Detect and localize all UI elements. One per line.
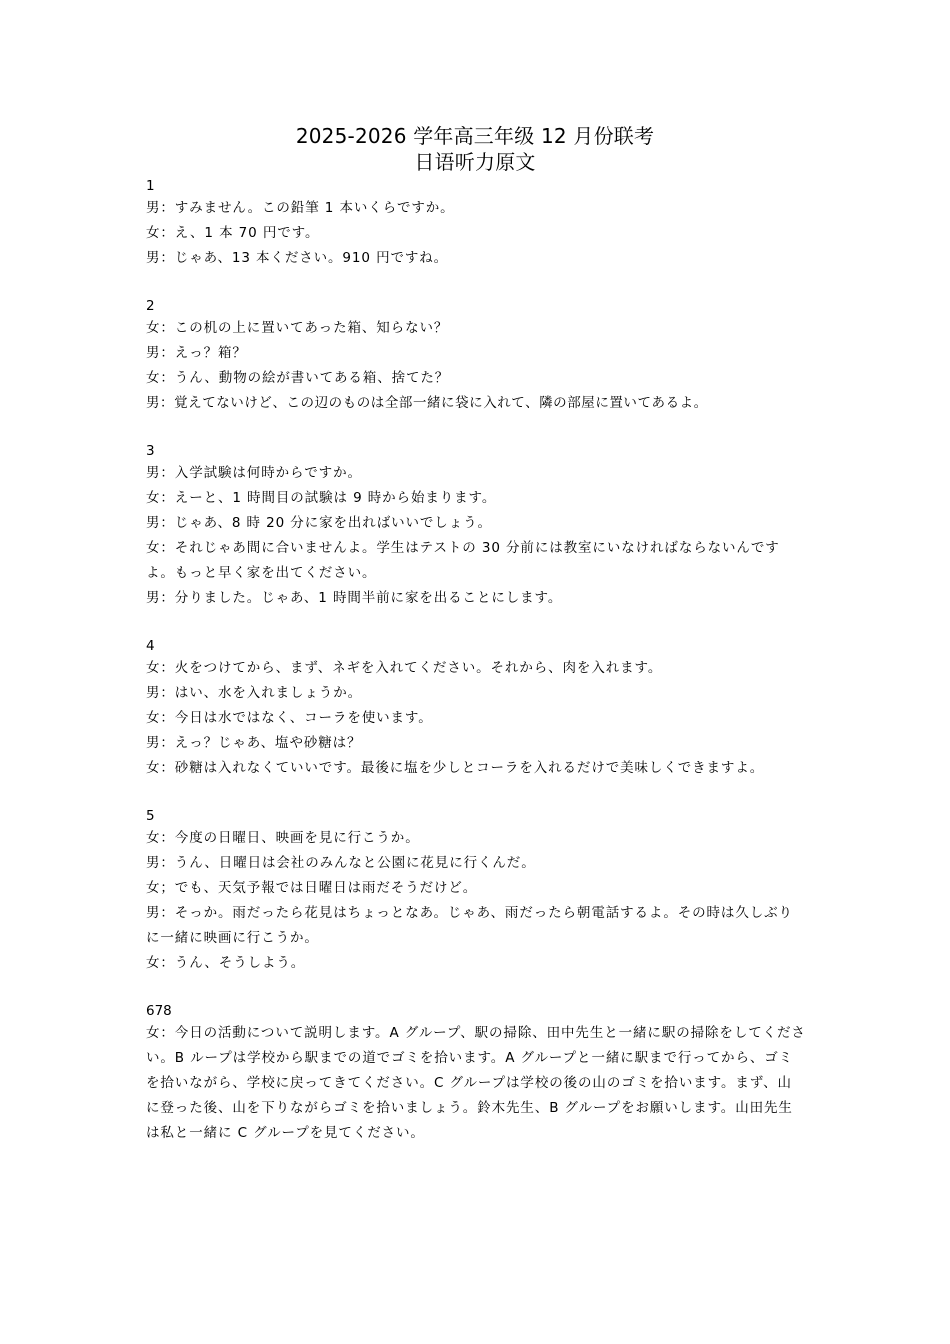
document-title: 2025-2026 学年高三年级 12 月份联考 [295, 124, 655, 148]
dialogue-line: 女：え、1 本 70 円です。 [146, 225, 320, 241]
dialogue-line: 男：えっ？箱？ [146, 345, 247, 361]
section-number: 3 [146, 443, 155, 459]
dialogue-line: 女：うん、そうしよう。 [146, 955, 306, 971]
dialogue-line: 女：うん、動物の絵が書いてある箱、捨てた？ [146, 370, 450, 386]
dialogue-section [146, 441, 806, 611]
dialogue-section [146, 806, 806, 976]
section-number: 2 [146, 298, 155, 314]
dialogue-section [146, 176, 806, 271]
dialogue-line: 男：はい、水を入れましょうか。 [146, 685, 362, 701]
dialogue-line: 男：じゃあ、8 時 20 分に家を出ればいいでしょう。 [146, 515, 492, 531]
dialogue-line: 男：覚えてないけど、この辺のものは全部一緒に袋に入れて、隣の部屋に置いてあるよ。 [146, 395, 708, 411]
dialogue-line: 男：うん、日曜日は会社のみんなと公園に花見に行くんだ。 [146, 855, 536, 871]
dialogue-line: 女；でも、天気予報では日曜日は雨だそうだけど。 [146, 880, 478, 896]
section-number: 5 [146, 808, 155, 824]
section-number: 678 [146, 1003, 172, 1019]
dialogue-line: 女：今日は水ではなく、コーラを使います。 [146, 710, 433, 726]
dialogue-section [146, 1001, 806, 1146]
dialogue-line: 男：じゃあ、13 本ください。910 円ですね。 [146, 250, 449, 266]
dialogue-line: 女：今度の日曜日、映画を見に行こうか。 [146, 830, 420, 846]
dialogue-line: 女：それじゃあ間に合いませんよ。学生はテストの 30 分前には教室にいなければならないんですよ。もっと早く家を出てください。 [146, 540, 780, 581]
dialogue-line: 男：えっ？じゃあ、塩や砂糖は？ [146, 735, 362, 751]
dialogue-line: 女：砂糖は入れなくていいです。最後に塩を少しとコーラを入れるだけで美味しくできますよ。 [146, 760, 765, 776]
dialogue-line: 女：えーと、1 時間目の試験は 9 時から始まります。 [146, 490, 497, 506]
dialogue-line: 男：入学試験は何時からですか。 [146, 465, 362, 481]
dialogue-line: 男：分りました。じゃあ、1 時間半前に家を出ることにします。 [146, 590, 563, 606]
dialogue-line: 男：そっか。雨だったら花見はちょっとなあ。じゃあ、雨だったら朝電話するよ。その時は久しぶりに一緒に映画に行こうか。 [146, 905, 793, 946]
dialogue-line: 女：今日の活動について説明します。A グループ、駅の掃除、田中先生と一緒に駅の掃除をしてください。B ループは学校から駅までの道でゴミを拾います。A グループと一緒に駅まで行ってから、ゴミを拾いながら、学校に戻ってきてください。C グループは学校の後の山のゴミを拾います。まず、山に登った後、山を下りながらゴミを拾いましょう。鈴木先生、B グループをお願いします。山田先生は私と一緒に C グループを見てください。 [146, 1025, 806, 1141]
dialogue-line: 女：この机の上に置いてあった箱、知らない？ [146, 320, 449, 336]
document-subtitle: 日语听力原文 [414, 150, 536, 174]
transcript-body [146, 176, 806, 1171]
section-number: 4 [146, 638, 155, 654]
dialogue-line: 男：すみません。この鉛筆 1 本いくらですか。 [146, 200, 455, 216]
dialogue-line: 女：火をつけてから、まず、ネギを入れてください。それから、肉を入れます。 [146, 660, 663, 676]
dialogue-section [146, 636, 806, 781]
dialogue-section [146, 296, 806, 416]
section-number: 1 [146, 178, 155, 194]
